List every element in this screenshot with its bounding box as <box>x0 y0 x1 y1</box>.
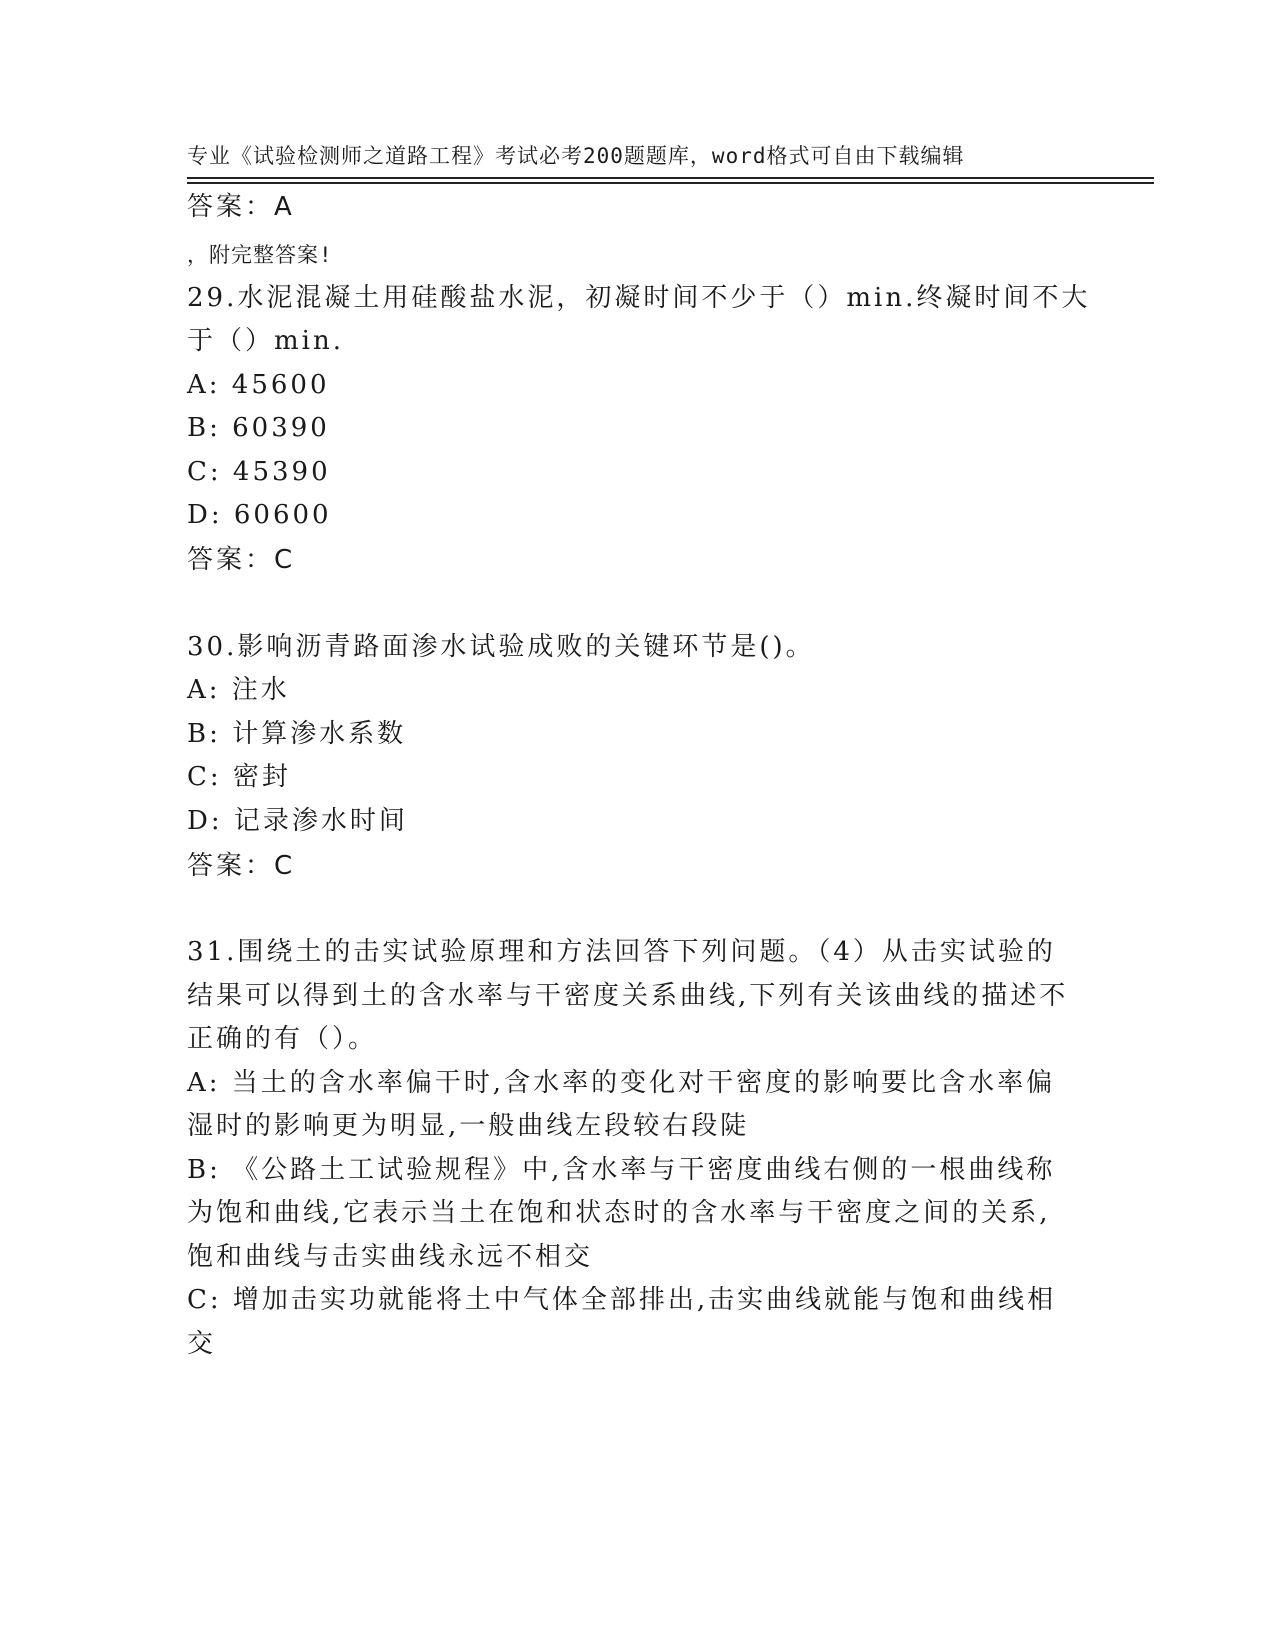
question-30-option-d: D: 记录渗水时间 <box>187 806 408 836</box>
answer-previous: 答案：A <box>187 192 295 222</box>
question-31-line-2: 结果可以得到土的含水率与干密度关系曲线,下列有关该曲线的描述不 <box>187 981 1069 1011</box>
header-divider-bottom <box>187 182 1154 184</box>
question-31-option-a-line-1: A: 当土的含水率偏干时,含水率的变化对干密度的影响要比含水率偏 <box>187 1068 1056 1098</box>
question-30-option-b: B: 计算渗水系数 <box>187 719 407 749</box>
question-31-option-b-line-1: B: 《公路土工试验规程》中,含水率与干密度曲线右侧的一根曲线称 <box>187 1155 1056 1185</box>
question-29-answer: 答案：C <box>187 545 296 575</box>
question-29-line-2: 于（）min. <box>187 326 344 356</box>
header-divider-top <box>187 177 1154 179</box>
question-31-option-b-line-3: 饱和曲线与击实曲线永远不相交 <box>187 1242 594 1272</box>
question-30-option-c: C: 密封 <box>187 762 291 792</box>
question-29-option-b: B: 60390 <box>187 413 330 443</box>
question-31-line-3: 正确的有（）。 <box>187 1024 378 1054</box>
question-31-option-a-line-2: 湿时的影响更为明显,一般曲线左段较右段陡 <box>187 1111 750 1141</box>
question-31-option-c-line-1: C: 增加击实功就能将土中气体全部排出,击实曲线就能与饱和曲线相 <box>187 1285 1057 1315</box>
document-header <box>187 74 1067 305</box>
question-29-option-c: C: 45390 <box>187 457 331 487</box>
question-31-option-c-line-2: 交 <box>187 1329 217 1359</box>
question-29-line-1: 29.水泥混凝土用硅酸盐水泥，初凝时间不少于（）min.终凝时间不大 <box>187 283 1091 313</box>
header-line-1: 专业《试验检测师之道路工程》考试必考200题题库，word格式可自由下载编辑 <box>187 144 965 168</box>
question-31-option-b-line-2: 为饱和曲线,它表示当土在饱和状态时的含水率与干密度之间的关系, <box>187 1198 1051 1228</box>
question-30-answer: 答案：C <box>187 851 296 881</box>
header-line-2: ，附完整答案! <box>187 243 333 267</box>
question-30-option-a: A: 注水 <box>187 675 290 705</box>
question-31-line-1: 31.围绕土的击实试验原理和方法回答下列问题。（4）从击实试验的 <box>187 937 1056 967</box>
question-30-line-1: 30.影响沥青路面渗水试验成败的关键环节是()。 <box>187 632 815 662</box>
question-29-option-d: D: 60600 <box>187 500 332 530</box>
question-29-option-a: A: 45600 <box>187 370 330 400</box>
